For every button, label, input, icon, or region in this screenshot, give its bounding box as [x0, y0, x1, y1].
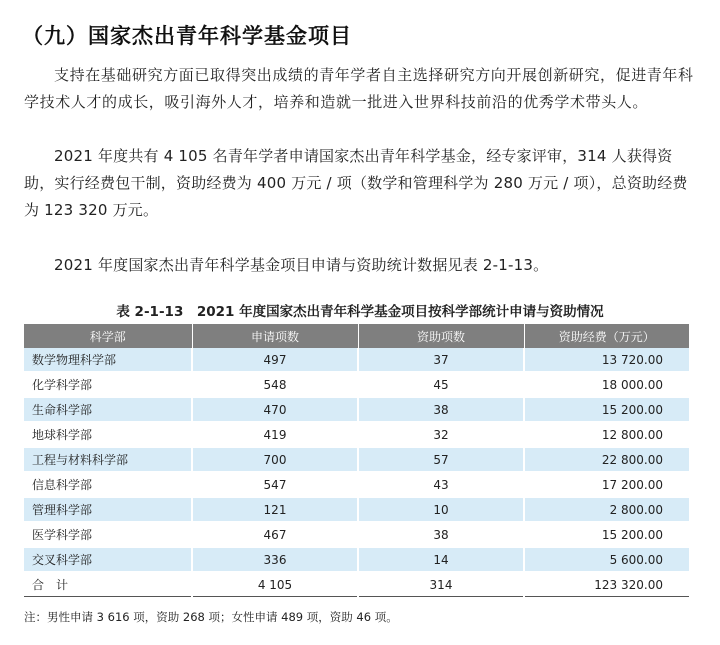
cell-funded: 57 [358, 447, 524, 472]
cell-funded: 38 [358, 397, 524, 422]
cell-amount: 12 800.00 [524, 422, 689, 447]
paragraph-intro: 支持在基础研究方面已取得突出成绩的青年学者自主选择研究方向开展创新研究，促进青年科学技术人才的成长，吸引海外人才，培养和造就一批进入世界科技前沿的优秀学术带头人。 [24, 66, 694, 111]
cell-department: 交叉科学部 [24, 547, 192, 572]
cell-amount: 5 600.00 [524, 547, 689, 572]
header-funding-amount: 资助经费（万元） [524, 324, 689, 348]
table-row [24, 447, 689, 472]
cell-total-funded: 314 [358, 572, 524, 597]
cell-amount: 15 200.00 [524, 522, 689, 547]
cell-funded: 14 [358, 547, 524, 572]
cell-amount: 15 200.00 [524, 397, 689, 422]
cell-amount: 18 000.00 [524, 372, 689, 397]
section-title: （九）国家杰出青年科学基金项目 [22, 24, 352, 48]
cell-applications: 419 [192, 422, 358, 447]
cell-total-amount: 123 320.00 [524, 572, 689, 597]
cell-amount: 2 800.00 [524, 497, 689, 522]
cell-amount: 22 800.00 [524, 447, 689, 472]
cell-department: 数学物理科学部 [24, 348, 192, 372]
cell-funded: 32 [358, 422, 524, 447]
cell-department: 化学科学部 [24, 372, 192, 397]
cell-funded: 38 [358, 522, 524, 547]
table-row [24, 472, 689, 497]
cell-applications: 470 [192, 397, 358, 422]
cell-total-label: 合 计 [24, 572, 192, 597]
cell-applications: 121 [192, 497, 358, 522]
table-caption: 表 2-1-13 2021 年度国家杰出青年科学基金项目按科学部统计申请与资助情况 [116, 304, 604, 320]
funding-statistics-table [24, 324, 689, 597]
table-row [24, 497, 689, 522]
table-note: 注：男性申请 3 616 项，资助 268 项；女性申请 489 项，资助 46 项。 [24, 610, 398, 624]
table-total-row [24, 572, 689, 597]
cell-department: 工程与材料科学部 [24, 447, 192, 472]
cell-applications: 547 [192, 472, 358, 497]
cell-funded: 43 [358, 472, 524, 497]
cell-funded: 37 [358, 348, 524, 372]
cell-applications: 548 [192, 372, 358, 397]
paragraph-summary: 2021 年度共有 4 105 名青年学者申请国家杰出青年科学基金，经专家评审，314 人获得资助，实行经费包干制，资助经费为 400 万元 / 项（数学和管理科学为 280 万元 / 项），总资助经费为 123 320 万元。 [24, 147, 688, 219]
table-row [24, 547, 689, 572]
cell-department: 医学科学部 [24, 522, 192, 547]
cell-funded: 10 [358, 497, 524, 522]
cell-department: 信息科学部 [24, 472, 192, 497]
table-row [24, 348, 689, 372]
cell-total-applications: 4 105 [192, 572, 358, 597]
table-row [24, 422, 689, 447]
cell-applications: 467 [192, 522, 358, 547]
cell-department: 地球科学部 [24, 422, 192, 447]
cell-amount: 13 720.00 [524, 348, 689, 372]
cell-applications: 497 [192, 348, 358, 372]
cell-funded: 45 [358, 372, 524, 397]
header-department: 科学部 [24, 324, 192, 348]
header-applications: 申请项数 [192, 324, 358, 348]
table-row [24, 397, 689, 422]
cell-applications: 700 [192, 447, 358, 472]
cell-applications: 336 [192, 547, 358, 572]
paragraph-table-reference: 2021 年度国家杰出青年科学基金项目申请与资助统计数据见表 2-1-13。 [54, 256, 549, 274]
table-row [24, 522, 689, 547]
cell-department: 管理科学部 [24, 497, 192, 522]
cell-department: 生命科学部 [24, 397, 192, 422]
table-row [24, 372, 689, 397]
table-header-row [24, 324, 689, 348]
cell-amount: 17 200.00 [524, 472, 689, 497]
header-funded: 资助项数 [358, 324, 524, 348]
